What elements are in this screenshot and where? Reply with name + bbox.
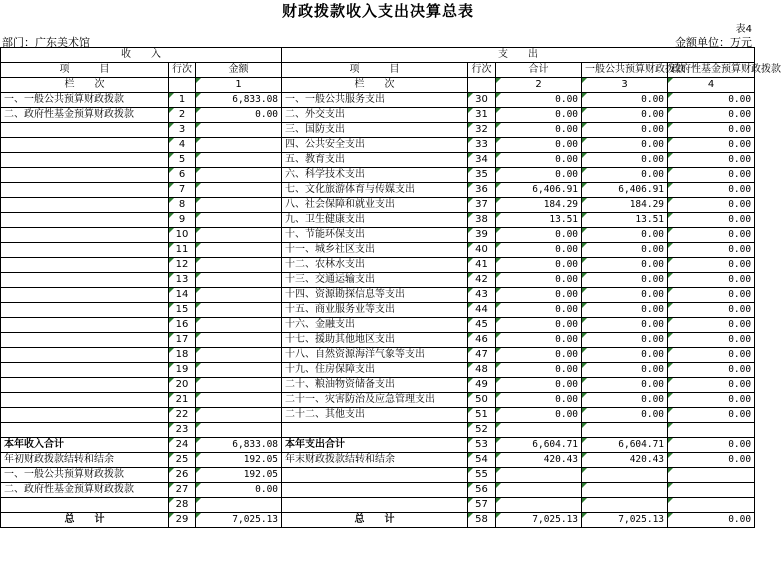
table-row: [1, 513, 755, 528]
income-item-cell: [1, 303, 169, 318]
expense-line-no-cell: 36: [468, 183, 496, 198]
gov-fund-cell: 0.00: [668, 378, 755, 393]
gov-fund-cell: 0.00: [668, 273, 755, 288]
income-amount-cell: [196, 183, 282, 198]
gov-fund-cell: 0.00: [668, 258, 755, 273]
income-amount-header: 金额: [196, 63, 282, 78]
general-budget-cell: 7,025.13: [582, 513, 668, 528]
expense-item-cell: 二十、粮油物资储备支出: [282, 378, 468, 393]
gov-fund-cell: [668, 483, 755, 498]
expense-total-cell: 0.00: [496, 108, 582, 123]
expense-total-cell: 420.43: [496, 453, 582, 468]
expense-total-cell: 0.00: [496, 243, 582, 258]
income-item-cell: [1, 258, 169, 273]
income-amount-cell: [196, 258, 282, 273]
expense-line-no-cell: 50: [468, 393, 496, 408]
gov-fund-cell: 0.00: [668, 168, 755, 183]
general-budget-cell: 0.00: [582, 348, 668, 363]
expense-total-cell: [496, 498, 582, 513]
income-item-cell: [1, 153, 169, 168]
expense-item-cell: 十五、商业服务业等支出: [282, 303, 468, 318]
income-line-no-cell: 18: [169, 348, 196, 363]
expense-item-cell: 十九、住房保障支出: [282, 363, 468, 378]
expense-line-no-cell: 37: [468, 198, 496, 213]
income-line-no-cell: 11: [169, 243, 196, 258]
gov-fund-cell: 0.00: [668, 438, 755, 453]
unit-label: 金额单位：万元: [675, 36, 752, 49]
income-line-no-cell: 4: [169, 138, 196, 153]
expense-item-cell: 十七、援助其他地区支出: [282, 333, 468, 348]
expense-line-no-cell: 48: [468, 363, 496, 378]
income-line-no-cell: 25: [169, 453, 196, 468]
income-amount-cell: [196, 273, 282, 288]
general-budget-cell: 0.00: [582, 153, 668, 168]
income-line-no-cell: 28: [169, 498, 196, 513]
expense-total-cell: 0.00: [496, 258, 582, 273]
income-line-no-cell: 16: [169, 318, 196, 333]
table-row: [1, 318, 755, 333]
income-item-cell: [1, 333, 169, 348]
expense-item-cell: 总 计: [282, 513, 468, 528]
general-budget-cell: 0.00: [582, 288, 668, 303]
col-index-fund: 4: [668, 78, 755, 93]
table-row: [1, 168, 755, 183]
expense-item-cell: 四、公共安全支出: [282, 138, 468, 153]
expense-line-no-cell: 57: [468, 498, 496, 513]
general-budget-cell: [582, 423, 668, 438]
income-line-no-cell: 9: [169, 213, 196, 228]
income-line-no-cell: 5: [169, 153, 196, 168]
expense-total-cell: 13.51: [496, 213, 582, 228]
income-item-cell: [1, 198, 169, 213]
table-row: [1, 93, 755, 108]
income-line-no-cell: 24: [169, 438, 196, 453]
income-amount-cell: [196, 333, 282, 348]
income-section-header: 收 入: [1, 48, 282, 63]
gov-fund-cell: [668, 423, 755, 438]
income-line-no-cell: 19: [169, 363, 196, 378]
gov-fund-cell: 0.00: [668, 363, 755, 378]
general-budget-cell: 0.00: [582, 258, 668, 273]
general-budget-cell: 0.00: [582, 408, 668, 423]
gov-fund-cell: 0.00: [668, 198, 755, 213]
col-index-label: 栏 次: [1, 78, 169, 93]
income-item-cell: 总 计: [1, 513, 169, 528]
general-budget-cell: 0.00: [582, 243, 668, 258]
income-item-cell: 一、一般公共预算财政拨款: [1, 468, 169, 483]
income-amount-cell: 6,833.08: [196, 438, 282, 453]
general-budget-cell: 0.00: [582, 228, 668, 243]
general-budget-cell: 0.00: [582, 318, 668, 333]
gov-fund-cell: 0.00: [668, 348, 755, 363]
income-amount-cell: [196, 408, 282, 423]
expense-total-cell: 0.00: [496, 303, 582, 318]
income-line-no-cell: 6: [169, 168, 196, 183]
gov-fund-cell: 0.00: [668, 408, 755, 423]
expense-line-no-cell: 56: [468, 483, 496, 498]
expense-total-cell: 0.00: [496, 318, 582, 333]
expense-total-cell: 0.00: [496, 288, 582, 303]
table-row: [1, 198, 755, 213]
income-item-cell: [1, 138, 169, 153]
income-amount-cell: [196, 288, 282, 303]
income-amount-cell: [196, 348, 282, 363]
col-index-exp-label: 栏 次: [282, 78, 468, 93]
income-amount-cell: [196, 498, 282, 513]
expense-line-no-cell: 51: [468, 408, 496, 423]
general-budget-cell: 0.00: [582, 363, 668, 378]
income-item-header: 项 目: [1, 63, 169, 78]
income-line-no-cell: 1: [169, 93, 196, 108]
gov-fund-cell: 0.00: [668, 228, 755, 243]
col-index-exp-empty: [468, 78, 496, 93]
table-row: [1, 273, 755, 288]
income-item-cell: 二、政府性基金预算财政拨款: [1, 108, 169, 123]
expense-item-cell: 二十二、其他支出: [282, 408, 468, 423]
income-amount-cell: [196, 303, 282, 318]
expense-line-no-cell: 31: [468, 108, 496, 123]
income-item-cell: [1, 348, 169, 363]
general-budget-cell: 0.00: [582, 168, 668, 183]
expense-item-cell: 十四、资源勘探信息等支出: [282, 288, 468, 303]
table-row: [1, 138, 755, 153]
income-line-no-cell: 20: [169, 378, 196, 393]
page-title: 财政拨款收入支出决算总表: [281, 2, 474, 20]
income-amount-cell: [196, 423, 282, 438]
income-item-cell: 本年收入合计: [1, 438, 169, 453]
general-budget-cell: 0.00: [582, 303, 668, 318]
table-row: [1, 378, 755, 393]
expense-line-no-cell: 33: [468, 138, 496, 153]
expense-item-cell: 九、卫生健康支出: [282, 213, 468, 228]
expense-line-no-cell: 46: [468, 333, 496, 348]
expense-item-cell: 十三、交通运输支出: [282, 273, 468, 288]
expense-total-cell: 0.00: [496, 228, 582, 243]
expense-line-no-cell: 43: [468, 288, 496, 303]
expense-line-no-cell: 47: [468, 348, 496, 363]
budget-table: [0, 47, 781, 528]
income-item-cell: [1, 168, 169, 183]
general-budget-cell: [582, 498, 668, 513]
general-budget-cell: 0.00: [582, 123, 668, 138]
income-line-no-cell: 22: [169, 408, 196, 423]
expense-item-cell: 七、文化旅游体育与传媒支出: [282, 183, 468, 198]
col-index-total: 2: [496, 78, 582, 93]
table-row: [1, 153, 755, 168]
table-row: [1, 453, 755, 468]
table-row: [1, 333, 755, 348]
income-line-no-cell: 10: [169, 228, 196, 243]
table-row: [1, 363, 755, 378]
expense-line-no-cell: 38: [468, 213, 496, 228]
income-amount-cell: 0.00: [196, 483, 282, 498]
gov-fund-cell: [668, 468, 755, 483]
table-row: [1, 483, 755, 498]
expense-line-no-cell: 34: [468, 153, 496, 168]
general-budget-cell: 13.51: [582, 213, 668, 228]
income-line-no-cell: 27: [169, 483, 196, 498]
gov-fund-cell: 0.00: [668, 153, 755, 168]
general-budget-cell: [582, 483, 668, 498]
income-item-cell: [1, 318, 169, 333]
general-budget-cell: 0.00: [582, 378, 668, 393]
general-budget-cell: 184.29: [582, 198, 668, 213]
gov-fund-cell: 0.00: [668, 93, 755, 108]
income-line-no-cell: 15: [169, 303, 196, 318]
expense-line-no-cell: 42: [468, 273, 496, 288]
gov-fund-cell: 0.00: [668, 303, 755, 318]
income-amount-cell: [196, 153, 282, 168]
expense-item-cell: 二、外交支出: [282, 108, 468, 123]
income-item-cell: [1, 243, 169, 258]
expense-item-cell: 十二、农林水支出: [282, 258, 468, 273]
expense-total-cell: 0.00: [496, 123, 582, 138]
expense-line-no-cell: 58: [468, 513, 496, 528]
general-budget-cell: 6,406.91: [582, 183, 668, 198]
general-budget-cell: 0.00: [582, 333, 668, 348]
income-item-cell: 二、政府性基金预算财政拨款: [1, 483, 169, 498]
expense-total-cell: 0.00: [496, 348, 582, 363]
expense-total-cell: 0.00: [496, 153, 582, 168]
expense-line-no-cell: 45: [468, 318, 496, 333]
expense-item-cell: 一、一般公共服务支出: [282, 93, 468, 108]
income-line-no-header: 行次: [169, 63, 196, 78]
income-amount-cell: [196, 318, 282, 333]
general-budget-header: 一般公共预算财政拨款: [582, 63, 668, 78]
income-line-no-cell: 3: [169, 123, 196, 138]
gov-fund-cell: 0.00: [668, 108, 755, 123]
expense-total-cell: 6,604.71: [496, 438, 582, 453]
expense-item-cell: 二十一、灾害防治及应急管理支出: [282, 393, 468, 408]
expense-total-cell: 0.00: [496, 393, 582, 408]
income-amount-cell: [196, 393, 282, 408]
expense-line-no-cell: 49: [468, 378, 496, 393]
expense-total-cell: 0.00: [496, 378, 582, 393]
table-row: [1, 243, 755, 258]
expense-total-cell: 0.00: [496, 138, 582, 153]
general-budget-cell: [582, 468, 668, 483]
expense-total-cell: [496, 423, 582, 438]
gov-fund-cell: 0.00: [668, 333, 755, 348]
expense-item-cell: [282, 498, 468, 513]
income-line-no-cell: 23: [169, 423, 196, 438]
table-row: [1, 393, 755, 408]
income-amount-cell: [196, 123, 282, 138]
expense-item-cell: 五、教育支出: [282, 153, 468, 168]
general-budget-cell: 420.43: [582, 453, 668, 468]
income-amount-cell: [196, 228, 282, 243]
expense-total-cell: 6,406.91: [496, 183, 582, 198]
table-row: [1, 183, 755, 198]
expense-item-cell: 本年支出合计: [282, 438, 468, 453]
gov-fund-cell: 0.00: [668, 138, 755, 153]
expense-total-cell: 0.00: [496, 333, 582, 348]
income-item-cell: [1, 273, 169, 288]
income-line-no-cell: 29: [169, 513, 196, 528]
gov-fund-header: 政府性基金预算财政拨款: [668, 63, 755, 78]
general-budget-cell: 0.00: [582, 138, 668, 153]
income-line-no-cell: 12: [169, 258, 196, 273]
expense-total-header: 合计: [496, 63, 582, 78]
income-item-cell: 年初财政拨款结转和结余: [1, 453, 169, 468]
col-index-amount: 1: [196, 78, 282, 93]
income-amount-cell: [196, 213, 282, 228]
income-line-no-cell: 14: [169, 288, 196, 303]
expense-total-cell: 184.29: [496, 198, 582, 213]
income-amount-cell: 0.00: [196, 108, 282, 123]
expense-line-no-cell: 54: [468, 453, 496, 468]
income-amount-cell: 192.05: [196, 468, 282, 483]
table-row: [1, 498, 755, 513]
income-line-no-cell: 26: [169, 468, 196, 483]
income-item-cell: [1, 123, 169, 138]
income-item-cell: [1, 408, 169, 423]
expense-line-no-cell: 41: [468, 258, 496, 273]
expense-item-cell: 十八、自然资源海洋气象等支出: [282, 348, 468, 363]
expense-item-header: 项 目: [282, 63, 468, 78]
col-index-general: 3: [582, 78, 668, 93]
income-amount-cell: [196, 138, 282, 153]
gov-fund-cell: 0.00: [668, 183, 755, 198]
gov-fund-cell: 0.00: [668, 213, 755, 228]
table-row: [1, 108, 755, 123]
income-line-no-cell: 7: [169, 183, 196, 198]
expense-total-cell: 0.00: [496, 363, 582, 378]
expense-total-cell: 0.00: [496, 93, 582, 108]
income-item-cell: [1, 498, 169, 513]
expense-item-cell: 十、节能环保支出: [282, 228, 468, 243]
income-amount-cell: [196, 378, 282, 393]
expense-line-no-cell: 40: [468, 243, 496, 258]
expense-total-cell: 0.00: [496, 408, 582, 423]
table-row: [1, 438, 755, 453]
table-row: [1, 228, 755, 243]
expense-line-no-cell: 52: [468, 423, 496, 438]
expense-total-cell: 7,025.13: [496, 513, 582, 528]
expense-item-cell: 八、社会保障和就业支出: [282, 198, 468, 213]
table-row: [1, 258, 755, 273]
expense-item-cell: 十一、城乡社区支出: [282, 243, 468, 258]
income-line-no-cell: 2: [169, 108, 196, 123]
income-item-cell: [1, 423, 169, 438]
income-line-no-cell: 13: [169, 273, 196, 288]
income-item-cell: [1, 228, 169, 243]
income-amount-cell: [196, 198, 282, 213]
expense-total-cell: [496, 483, 582, 498]
table-row: [1, 423, 755, 438]
expense-line-no-cell: 55: [468, 468, 496, 483]
gov-fund-cell: 0.00: [668, 318, 755, 333]
income-line-no-cell: 17: [169, 333, 196, 348]
gov-fund-cell: 0.00: [668, 123, 755, 138]
general-budget-cell: 6,604.71: [582, 438, 668, 453]
expense-line-no-cell: 35: [468, 168, 496, 183]
expense-item-cell: 十六、金融支出: [282, 318, 468, 333]
gov-fund-cell: 0.00: [668, 243, 755, 258]
income-amount-cell: 7,025.13: [196, 513, 282, 528]
col-index-empty: [169, 78, 196, 93]
expense-section-header: 支 出: [282, 48, 755, 63]
table-row: [1, 408, 755, 423]
expense-item-cell: [282, 423, 468, 438]
expense-total-cell: 0.00: [496, 273, 582, 288]
table-number: 表4: [735, 24, 752, 35]
income-item-cell: [1, 183, 169, 198]
expense-item-cell: 六、科学技术支出: [282, 168, 468, 183]
general-budget-cell: 0.00: [582, 93, 668, 108]
expense-total-cell: [496, 468, 582, 483]
income-item-cell: [1, 288, 169, 303]
gov-fund-cell: 0.00: [668, 288, 755, 303]
expense-item-cell: [282, 468, 468, 483]
expense-line-no-cell: 39: [468, 228, 496, 243]
gov-fund-cell: 0.00: [668, 453, 755, 468]
expense-item-cell: 年末财政拨款结转和结余: [282, 453, 468, 468]
expense-item-cell: [282, 483, 468, 498]
income-item-cell: [1, 363, 169, 378]
income-amount-cell: 192.05: [196, 453, 282, 468]
department-label: 部门：广东美术馆: [2, 36, 90, 49]
income-amount-cell: [196, 243, 282, 258]
table-row: [1, 468, 755, 483]
table-row: [1, 348, 755, 363]
expense-item-cell: 三、国防支出: [282, 123, 468, 138]
table-row: [1, 303, 755, 318]
general-budget-cell: 0.00: [582, 393, 668, 408]
income-line-no-cell: 8: [169, 198, 196, 213]
income-item-cell: [1, 378, 169, 393]
expense-line-no-cell: 53: [468, 438, 496, 453]
table-row: [1, 213, 755, 228]
expense-line-no-cell: 44: [468, 303, 496, 318]
gov-fund-cell: 0.00: [668, 393, 755, 408]
expense-line-no-header: 行次: [468, 63, 496, 78]
gov-fund-cell: [668, 498, 755, 513]
income-item-cell: [1, 213, 169, 228]
income-amount-cell: [196, 363, 282, 378]
gov-fund-cell: 0.00: [668, 513, 755, 528]
income-line-no-cell: 21: [169, 393, 196, 408]
income-item-cell: [1, 393, 169, 408]
income-amount-cell: [196, 168, 282, 183]
expense-total-cell: 0.00: [496, 168, 582, 183]
expense-line-no-cell: 32: [468, 123, 496, 138]
general-budget-cell: 0.00: [582, 108, 668, 123]
table-row: [1, 288, 755, 303]
expense-line-no-cell: 30: [468, 93, 496, 108]
income-item-cell: 一、一般公共预算财政拨款: [1, 93, 169, 108]
table-row: [1, 123, 755, 138]
general-budget-cell: 0.00: [582, 273, 668, 288]
income-amount-cell: 6,833.08: [196, 93, 282, 108]
